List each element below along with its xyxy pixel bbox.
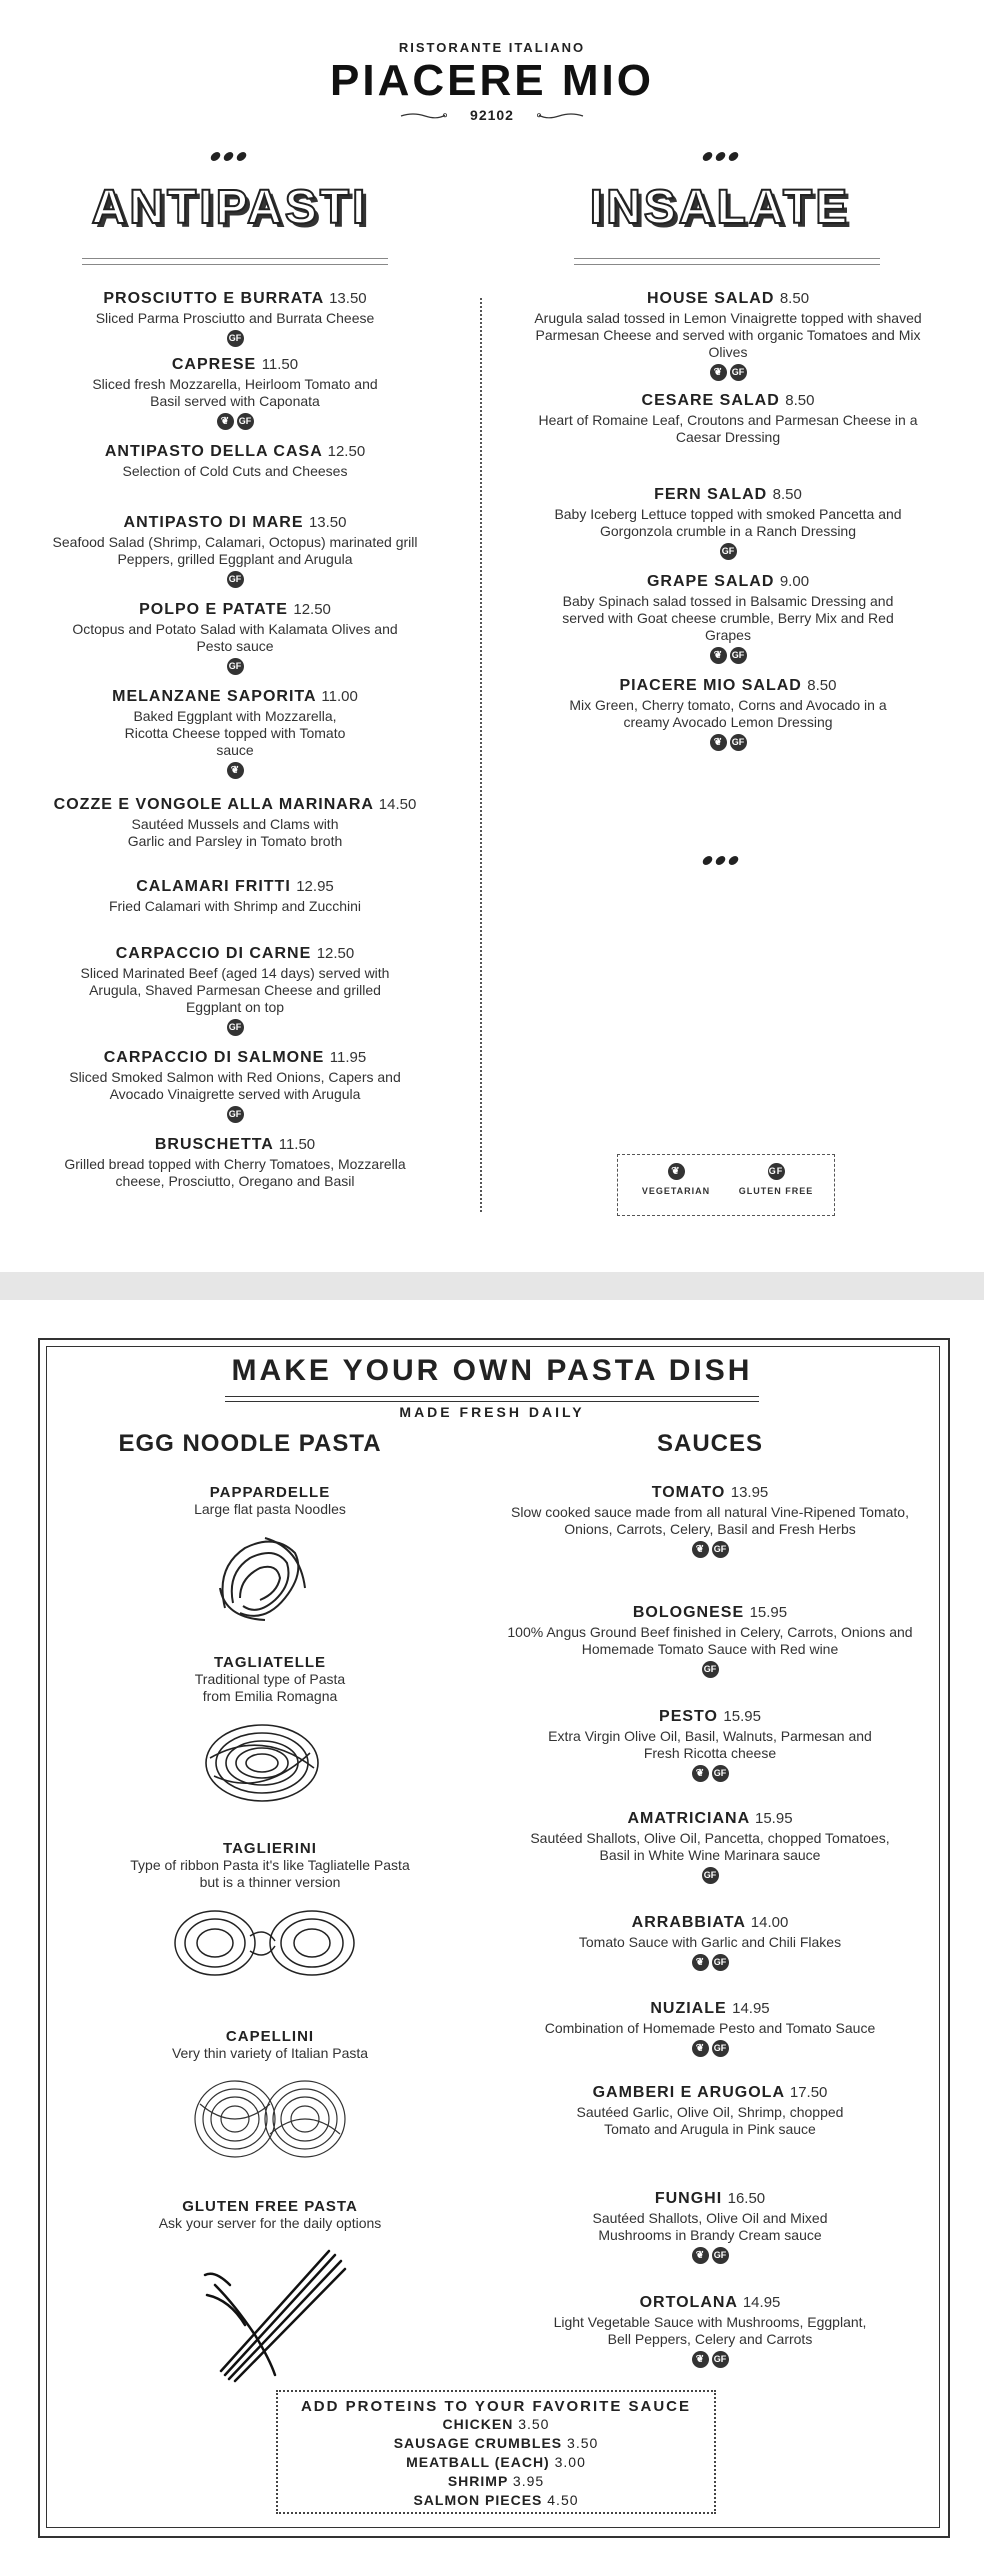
vegetarian-icon (692, 1765, 709, 1782)
gluten-free-icon: GF (712, 1765, 729, 1782)
page-gap (0, 1272, 984, 1300)
menu-item: CARPACCIO DI SALMONE 11.95 Sliced Smoked Salmon with Red Onions, Capers and Avocado Vinaigrette served with Arugula GF (40, 1049, 430, 1124)
sauce-item: NUZIALE 14.95 Combination of Homemade Pesto and Tomato Sauce ❦ GF (500, 2000, 920, 2058)
vegetarian-icon (668, 1163, 685, 1180)
sauce-item: ARRABBIATA 14.00 Tomato Sauce with Garlic and Chili Flakes ❦ GF (500, 1914, 920, 1972)
flourish-left-icon (395, 112, 455, 120)
vegetarian-icon (692, 2247, 709, 2264)
dietary-legend (617, 1154, 835, 1216)
menu-item: CESARE SALAD 8.50 Heart of Romaine Leaf, Croutons and Parmesan Cheese in a Caesar Dressing (538, 392, 918, 445)
antipasti-list (40, 290, 430, 1208)
menu-page-2 (0, 1300, 984, 2568)
menu-item: BRUSCHETTA 11.50 Grilled bread topped with Cherry Tomatoes, Mozzarella cheese, Prosciutto, Oregano and Basil (64, 1136, 406, 1189)
taglierini-icon (170, 1906, 360, 1980)
gluten-free-icon: GF (227, 330, 244, 347)
vegetarian-icon (692, 2351, 709, 2368)
gluten-free-icon: GF (730, 364, 747, 381)
gluten-free-icon: GF (712, 1541, 729, 1558)
gluten-free-icon: GF (227, 571, 244, 588)
gluten-free-icon: GF (227, 658, 244, 675)
protein-item: MEATBALL (EACH) 3.00 (406, 2454, 586, 2470)
sauce-item: BOLOGNESE 15.95 100% Angus Ground Beef finished in Celery, Carrots, Onions and Homemade Tomato Sauce with Red wine GF (500, 1604, 920, 1679)
legend-gluten-free: GF GLUTEN FREE (726, 1163, 826, 1196)
menu-item: MELANZANE SAPORITA 11.00 Baked Eggplant with Mozzarella, Ricotta Cheese topped with Tomato sauce ❦ (40, 688, 430, 780)
zip-row (0, 107, 984, 123)
menu-item: ANTIPASTO DI MARE 13.50 Seafood Salad (Shrimp, Calamari, Octopus) marinated grill Peppers, grilled Eggplant and Arugula GF (40, 514, 430, 589)
noodle-item: PAPPARDELLE Large flat pasta Noodles (194, 1484, 346, 1517)
protein-item: SAUSAGE CRUMBLES 3.50 (393, 2435, 599, 2451)
gluten-free-icon: GF (227, 1106, 244, 1123)
vegetarian-icon (692, 1541, 709, 1558)
legend-vegetarian: ❦ VEGETARIAN (626, 1163, 726, 1196)
gluten-free-icon: GF (702, 1867, 719, 1884)
proteins-box (276, 2390, 716, 2514)
gluten-free-icon: GF (730, 647, 747, 664)
gluten-free-icon: GF (720, 543, 737, 560)
noodle-item: TAGLIATELLE Traditional type of Pasta from Emilia Romagna (194, 1654, 346, 1704)
gluten-free-icon: GF (730, 734, 747, 751)
gluten-free-icon: GF (227, 1019, 244, 1036)
sauce-item: FUNGHI 16.50 Sautéed Shallots, Olive Oil and Mixed Mushrooms in Brandy Cream sauce ❦ GF (500, 2190, 920, 2265)
pasta-title: MAKE YOUR OWN PASTA DISH (231, 1354, 753, 1387)
divider (574, 258, 880, 265)
pasta-subtitle: MADE FRESH DAILY (399, 1404, 585, 1420)
gluten-free-icon: GF (237, 413, 254, 430)
noodles-heading: EGG NOODLE PASTA (118, 1430, 382, 1457)
restaurant-header (0, 40, 984, 123)
noodle-item: GLUTEN FREE PASTA Ask your server for the daily options (158, 2198, 382, 2231)
antipasti-title: ANTIPASTI (91, 181, 369, 234)
sauce-item: ORTOLANA 14.95 Light Vegetable Sauce with Mushrooms, Eggplant, Bell Peppers, Celery and Carrots ❦ GF (500, 2294, 920, 2369)
menu-item: PROSCIUTTO E BURRATA 13.50 Sliced Parma Prosciutto and Burrata Cheese GF (40, 290, 430, 348)
gluten-free-pasta-icon (195, 2245, 355, 2385)
insalate-title: INSALATE (589, 181, 851, 234)
menu-item: HOUSE SALAD 8.50 Arugula salad tossed in Lemon Vinaigrette topped with shaved Parmesan Cheese and served with organic Tomatoes and Mix Olives ❦ GF (530, 290, 926, 382)
vegetarian-icon (710, 364, 727, 381)
gluten-free-icon: GF (712, 1954, 729, 1971)
noodle-item: CAPELLINI Very thin variety of Italian Pasta (171, 2028, 369, 2061)
menu-item: COZZE E VONGOLE ALLA MARINARA 14.50 Sautéed Mussels and Clams with Garlic and Parsley in Tomato broth (53, 796, 417, 849)
proteins-heading: ADD PROTEINS TO YOUR FAVORITE SAUCE (300, 2398, 692, 2415)
protein-item: CHICKEN 3.50 (442, 2416, 550, 2432)
vegetarian-icon (692, 2040, 709, 2057)
menu-item: CARPACCIO DI CARNE 12.50 Sliced Marinated Beef (aged 14 days) served with Arugula, Shaved Parmesan Cheese and grilled Eggplant on top GF (40, 945, 430, 1037)
divider (82, 258, 388, 265)
menu-item: POLPO E PATATE 12.50 Octopus and Potato Salad with Kalamata Olives and Pesto sauce GF (40, 601, 430, 676)
vegetarian-icon (227, 762, 244, 779)
restaurant-name: PIACERE MIO (330, 56, 654, 105)
restaurant-subtitle: RISTORANTE ITALIANO (398, 40, 586, 55)
sauce-item: AMATRICIANA 15.95 Sautéed Shallots, Olive Oil, Pancetta, chopped Tomatoes, Basil in White Wine Marinara sauce GF (500, 1810, 920, 1885)
sauces-heading: SAUCES (656, 1430, 764, 1457)
vegetarian-icon (217, 413, 234, 430)
menu-item: GRAPE SALAD 9.00 Baby Spinach salad tossed in Balsamic Dressing and served with Goat cheese crumble, Berry Mix and Red Grapes ❦ GF (530, 573, 926, 665)
capellini-icon (190, 2074, 350, 2164)
menu-item: FERN SALAD 8.50 Baby Iceberg Lettuce topped with smoked Pancetta and Gorgonzola crumble in a Ranch Dressing GF (530, 486, 926, 561)
gluten-free-icon: GF (702, 1661, 719, 1678)
menu-item: ANTIPASTO DELLA CASA 12.50 Selection of Cold Cuts and Cheeses (104, 443, 366, 479)
vegetarian-icon (710, 734, 727, 751)
pappardelle-icon (205, 1528, 325, 1628)
gluten-free-icon: GF (712, 2247, 729, 2264)
noodle-item: TAGLIERINI Type of ribbon Pasta it's like Tagliatelle Pasta but is a thinner version (130, 1840, 410, 1890)
sauce-item: GAMBERI E ARUGOLA 17.50 Sautéed Garlic, Olive Oil, Shrimp, chopped Tomato and Arugula in Pink sauce (576, 2084, 844, 2137)
insalate-list (530, 290, 926, 770)
menu-item: CAPRESE 11.50 Sliced fresh Mozzarella, Heirloom Tomato and Basil served with Caponata ❦ GF (40, 356, 430, 431)
menu-page-1 (0, 0, 984, 1272)
ornament-dots-icon (703, 856, 738, 865)
sauce-item: TOMATO 13.95 Slow cooked sauce made from all natural Vine-Ripened Tomato, Onions, Carrots, Celery, Basil and Fresh Herbs ❦ GF (500, 1484, 920, 1559)
vegetarian-icon (692, 1954, 709, 1971)
ornament-dots-icon (703, 152, 738, 161)
divider (225, 1396, 759, 1402)
ornament-dots-icon (211, 152, 246, 161)
vegetarian-icon (710, 647, 727, 664)
tagliatelle-icon (200, 1718, 324, 1808)
protein-item: SALMON PIECES 4.50 (413, 2492, 579, 2508)
flourish-right-icon (529, 112, 589, 120)
gluten-free-icon: GF (712, 2040, 729, 2057)
gluten-free-icon: GF (712, 2351, 729, 2368)
menu-item: PIACERE MIO SALAD 8.50 Mix Green, Cherry tomato, Corns and Avocado in a creamy Avocado Lemon Dressing ❦ GF (530, 677, 926, 752)
gluten-free-icon: GF (768, 1163, 785, 1180)
column-divider (480, 298, 482, 1212)
zip-code: 92102 (470, 107, 514, 123)
protein-item: SHRIMP 3.95 (447, 2473, 545, 2489)
menu-item: CALAMARI FRITTI 12.95 Fried Calamari with Shrimp and Zucchini (108, 878, 362, 914)
sauce-item: PESTO 15.95 Extra Virgin Olive Oil, Basil, Walnuts, Parmesan and Fresh Ricotta cheese ❦ GF (500, 1708, 920, 1783)
